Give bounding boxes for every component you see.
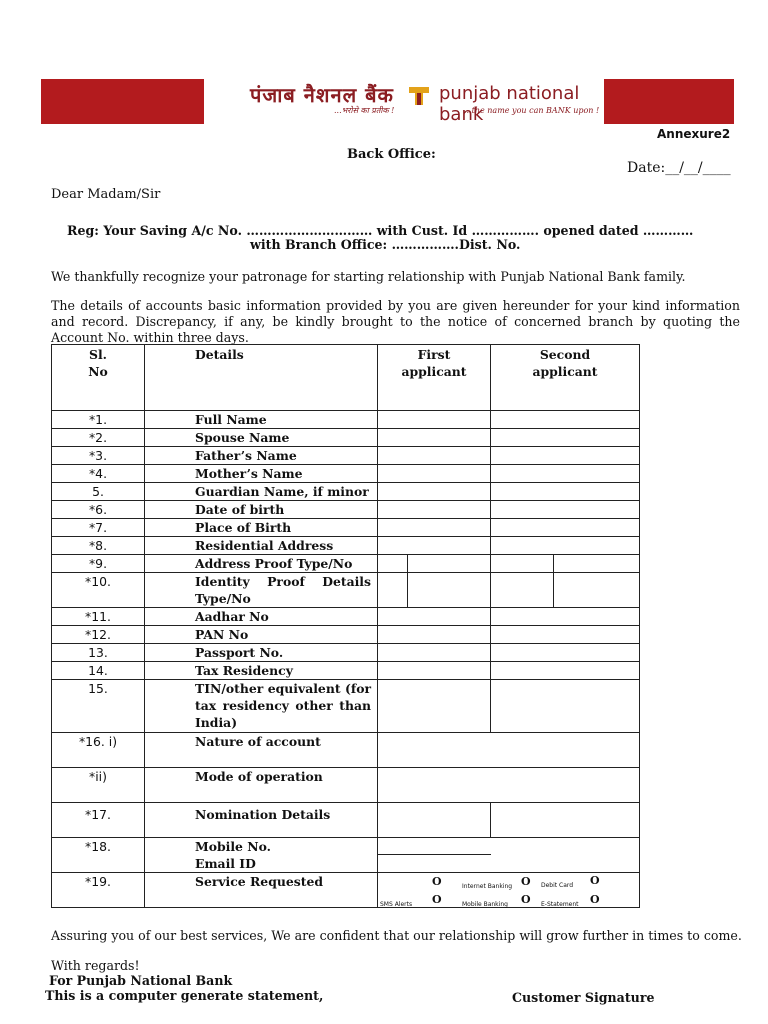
service-sms-alerts: SMS Alerts	[380, 901, 413, 908]
table-row	[52, 411, 640, 429]
row-sl: *17.	[52, 803, 145, 838]
row-label: Guardian Name, if minor	[145, 483, 378, 501]
computer-note: This is a computer generate statement,	[45, 988, 324, 1003]
second-applicant-cell	[491, 465, 640, 483]
first-applicant-cell	[378, 803, 491, 838]
table-row	[52, 838, 640, 873]
table-row	[52, 519, 640, 537]
row-label: Passport No.	[145, 644, 378, 662]
row-sl: *4.	[52, 465, 145, 483]
first-applicant-cell	[378, 447, 491, 465]
row-sl: *1.	[52, 411, 145, 429]
row-sl: 5.	[52, 483, 145, 501]
first-applicant-cell	[378, 537, 491, 555]
table-row	[52, 803, 640, 838]
first-applicant-cell	[378, 626, 491, 644]
reg-line-2: with Branch Office: …………….Dist. No.	[250, 237, 521, 252]
first-applicant-cell	[378, 680, 491, 733]
table-row	[52, 573, 640, 608]
service-mobile-banking: Mobile Banking	[462, 901, 508, 908]
table-row	[52, 447, 640, 465]
table-row	[52, 501, 640, 519]
option-circle-icon[interactable]: O	[590, 893, 600, 906]
first-applicant-type-cell	[378, 555, 408, 573]
second-applicant-cell	[491, 537, 640, 555]
row-sl: *2.	[52, 429, 145, 447]
header-second-applicant: Second applicant	[491, 345, 640, 411]
banner-logo-area	[204, 79, 604, 124]
table-row	[52, 626, 640, 644]
table-row	[52, 537, 640, 555]
first-applicant-cell	[378, 429, 491, 447]
row-label: Full Name	[145, 411, 378, 429]
second-applicant-cell	[491, 662, 640, 680]
row-sl: *12.	[52, 626, 145, 644]
option-circle-icon[interactable]: O	[432, 875, 442, 888]
first-applicant-cell	[378, 465, 491, 483]
first-applicant-cell	[378, 411, 491, 429]
second-applicant-cell	[491, 608, 640, 626]
row-label: Aadhar No	[145, 608, 378, 626]
table-row	[52, 555, 640, 573]
services-cell	[378, 873, 640, 908]
service-internet-banking: Internet Banking	[462, 883, 513, 890]
row-sl: *6.	[52, 501, 145, 519]
row-label: Nomination Details	[145, 803, 378, 838]
option-circle-icon[interactable]: O	[521, 893, 531, 906]
table-row	[52, 644, 640, 662]
row-label: Mobile No. Email ID	[145, 838, 378, 873]
row-sl: *10.	[52, 573, 145, 608]
second-applicant-type-cell	[491, 555, 554, 573]
second-applicant-no-cell	[554, 555, 640, 573]
row-label: PAN No	[145, 626, 378, 644]
second-applicant-cell	[491, 644, 640, 662]
table-row	[52, 429, 640, 447]
second-applicant-cell	[491, 626, 640, 644]
annexure-label: Annexure2	[657, 127, 731, 141]
row-sl: 13.	[52, 644, 145, 662]
second-applicant-type-cell	[491, 573, 554, 608]
row-label: Address Proof Type/No	[145, 555, 378, 573]
second-applicant-cell	[491, 519, 640, 537]
row-label: Nature of account	[145, 733, 378, 768]
row-label: Spouse Name	[145, 429, 378, 447]
table-row	[52, 465, 640, 483]
first-applicant-type-cell	[378, 573, 408, 608]
bank-name-hindi: पंजाब नैशनल बैंक	[250, 83, 394, 107]
account-info-cell	[378, 733, 640, 768]
for-bank: For Punjab National Bank	[49, 973, 233, 988]
intro-paragraph: We thankfully recognize your patronage for starting relationship with Punjab National Bank family.	[51, 269, 686, 284]
row-sl: *7.	[52, 519, 145, 537]
first-applicant-cell	[378, 608, 491, 626]
option-circle-icon[interactable]: O	[590, 874, 600, 887]
second-applicant-cell	[491, 429, 640, 447]
second-applicant-cell	[491, 447, 640, 465]
bank-banner	[41, 79, 734, 124]
account-details-table	[51, 344, 640, 908]
table-row	[52, 768, 640, 803]
second-applicant-cell	[491, 501, 640, 519]
header-first-applicant: First applicant	[378, 345, 491, 411]
row-label: Mother’s Name	[145, 465, 378, 483]
table-row	[52, 873, 640, 908]
row-sl: 15.	[52, 680, 145, 733]
account-info-cell	[378, 768, 640, 803]
first-applicant-no-cell	[408, 555, 491, 573]
option-circle-icon[interactable]: O	[521, 875, 531, 888]
row-sl: *18.	[52, 838, 145, 873]
row-label: Identity Proof Details Type/No	[145, 573, 378, 608]
first-applicant-cell	[378, 483, 491, 501]
row-label: Place of Birth	[145, 519, 378, 537]
row-sl: *11.	[52, 608, 145, 626]
table-row	[52, 733, 640, 768]
row-label: TIN/other equivalent (for tax residency other than India)	[145, 680, 378, 733]
reg-line-1: Reg: Your Saving A/c No. ………………………… with Cust. Id ……………. opened dated …………	[67, 223, 694, 238]
date-field: Date:__/__/____	[627, 160, 731, 176]
row-sl: *9.	[52, 555, 145, 573]
tagline-english: ...the name you can BANK upon !	[464, 106, 600, 115]
table-row	[52, 608, 640, 626]
second-applicant-cell	[491, 411, 640, 429]
customer-signature: Customer Signature	[512, 990, 655, 1005]
header-details: Details	[145, 345, 378, 411]
row-label: Tax Residency	[145, 662, 378, 680]
row-label: Date of birth	[145, 501, 378, 519]
service-e-statement: E-Statement	[541, 901, 579, 908]
bank-name-english: punjab national bank	[439, 83, 580, 125]
second-applicant-cell	[491, 680, 640, 733]
row-sl: 14.	[52, 662, 145, 680]
table-row	[52, 483, 640, 501]
row-sl: *3.	[52, 447, 145, 465]
row-label: Mode of operation	[145, 768, 378, 803]
header-sl-no: Sl. No	[52, 345, 145, 411]
mobile-line	[378, 838, 491, 855]
first-applicant-cell	[378, 662, 491, 680]
option-circle-icon[interactable]: O	[432, 893, 442, 906]
first-applicant-cell	[378, 519, 491, 537]
table-row	[52, 662, 640, 680]
first-applicant-no-cell	[408, 573, 491, 608]
contact-cell	[378, 838, 640, 873]
regards: With regards!	[51, 958, 140, 973]
second-applicant-cell	[491, 483, 640, 501]
row-sl: *8.	[52, 537, 145, 555]
row-label: Residential Address	[145, 537, 378, 555]
pnb-logo-icon	[407, 85, 431, 107]
row-label: Service Requested	[145, 873, 378, 908]
tagline-hindi: ...भरोसे का प्रतीक !	[334, 106, 395, 115]
back-office-label: Back Office:	[347, 147, 436, 162]
details-paragraph: The details of accounts basic information provided by you are given hereunder for your kind information and record. Discrepancy, if any, be kindly brought to the notice of concerned branch by quoting the Account No. within three days.	[51, 298, 740, 345]
first-applicant-cell	[378, 644, 491, 662]
table-header-row	[52, 345, 640, 411]
second-applicant-cell	[491, 803, 640, 838]
row-sl: *16. i)	[52, 733, 145, 768]
row-sl: *ii)	[52, 768, 145, 803]
row-label: Father’s Name	[145, 447, 378, 465]
service-debit-card: Debit Card	[541, 882, 574, 889]
salutation: Dear Madam/Sir	[51, 187, 161, 202]
row-sl: *19.	[52, 873, 145, 908]
first-applicant-cell	[378, 501, 491, 519]
second-applicant-no-cell	[554, 573, 640, 608]
table-row	[52, 680, 640, 733]
closing-paragraph: Assuring you of our best services, We are confident that our relationship will grow further in times to come.	[51, 928, 742, 943]
